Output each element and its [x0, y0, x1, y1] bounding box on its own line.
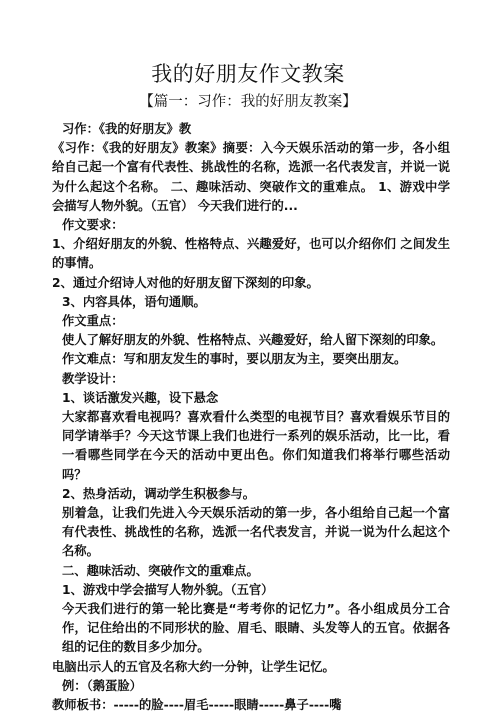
paragraph: 别着急，让我们先进入今天娱乐活动的第一步，各小组给自己起一个富有代表性、挑战性的名称，选派一名代表发言，并说一说为什么起这个名称。 — [62, 506, 450, 559]
paragraph: 1、介绍好朋友的外貌、性格特点、兴趣爱好，也可以介绍你们 之间发生的事情。 — [52, 237, 450, 271]
paragraph: 《习作：《我的好朋友》教案》摘要：入今天娱乐活动的第一步，各小组给自己起一个富有代表性、挑战性的名称，选派一名代表发言，并说一说为什么起这个名称。 二、趣味活动、突破作文的重难点。 1、游戏中学会描写人物外貌。（五官） 今天我们进行的... — [52, 141, 450, 213]
document-body — [52, 120, 450, 715]
document-title: 我的好朋友作文教案 — [151, 62, 345, 86]
paragraph: 1、谈话激发兴趣，设下悬念 — [62, 390, 219, 405]
paragraph: 电脑出示人的五官及名称大约一分钟，让学生记忆。 — [52, 659, 335, 674]
paragraph: 教学设计： — [62, 371, 124, 386]
paragraph: 习作：《我的好朋友》教 — [62, 122, 192, 136]
document-subtitle: 【篇一：习作：我的好朋友教案】 — [139, 94, 357, 110]
paragraph: 今天我们进行的第一轮比赛是“考考你的记忆力”。各小组成员分工合作，记住给出的不同形状的脸、眉毛、眼睛、头发等人的五官。依据各组的记住的数目多少加分。 — [62, 602, 450, 655]
paragraph: 作文难点：写和朋友发生的事时，要以朋友为主，要突出朋友。 — [62, 352, 407, 367]
paragraph: 使人了解好朋友的外貌、性格特点、兴趣爱好，给人留下深刻的印象。 — [62, 333, 444, 348]
paragraph: 教师板书：-----的脸----眉毛-----眼睛-----鼻子----嘴 — [52, 698, 342, 713]
paragraph: 二、趣味活动、突破作文的重难点。 — [62, 563, 259, 578]
paragraph: 2、热身活动，调动学生积极参与。 — [62, 486, 256, 501]
paragraph: 作文要求： — [62, 218, 124, 233]
paragraph: 3、内容具体，语句通顺。 — [62, 294, 206, 309]
paragraph: 作文重点： — [62, 314, 124, 329]
paragraph: 大家都喜欢看电视吗？喜欢看什么类型的电视节目？喜欢看娱乐节目的同学请举手？今天这节课上我们也进行一系列的娱乐活动，比一比，看一看哪些同学在今天的活动中更出色。你们知道我们将举行哪些活动吗？ — [62, 410, 450, 482]
paragraph: 例：（鹅蛋脸） — [62, 678, 142, 693]
paragraph: 2、通过介绍诗人对他的好朋友留下深刻的印象。 — [52, 275, 319, 290]
paragraph: 1、游戏中学会描写人物外貌。（五官） — [62, 582, 274, 597]
